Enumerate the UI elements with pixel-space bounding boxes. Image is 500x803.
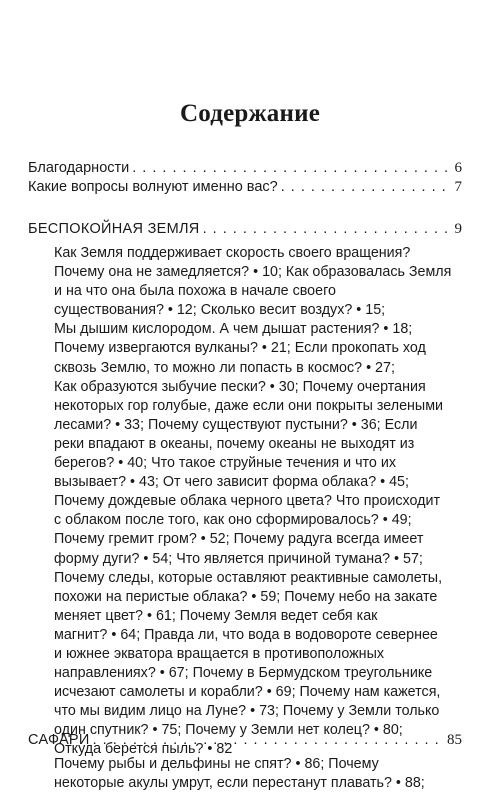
toc-leader-dots: [132, 159, 451, 177]
toc-question-line: Почему она не замедляется? • 10; Как образовалась Земля: [54, 264, 452, 281]
toc-question-line: Как образуются зыбучие пески? • 30; Почему очертания: [54, 378, 426, 395]
toc-question-line: исчезают самолеты и корабли? • 69; Почему нам кажется,: [54, 684, 441, 701]
toc-section-label: САФАРИ: [28, 732, 90, 748]
toc-entry-label: Какие вопросы волнуют именно вас?: [28, 179, 278, 195]
toc-leader-dots: [93, 731, 444, 749]
toc-question-line: направлениях? • 67; Почему в Бермудском треугольнике: [54, 665, 433, 682]
toc-section-safari[interactable]: [28, 731, 462, 749]
toc-question-line: некоторые акулы умрут, если перестанут плавать? • 88;: [54, 775, 425, 792]
toc-question-line: и на что она была похожа в начале своего: [54, 283, 336, 300]
toc-question-line: что мы видим лицо на Луне? • 73; Почему у Земли только: [54, 703, 440, 720]
toc-question-line: Почему рыбы и дельфины не спят? • 86; Почему: [54, 756, 379, 772]
toc-question-line: Почему дождевые облака черного цвета? Что происходит: [54, 493, 440, 510]
toc-page-number: 85: [447, 732, 462, 748]
toc-page-number: 7: [454, 179, 462, 195]
page-title: Содержание: [179, 100, 320, 127]
toc-question-line: меняет цвет? • 61; Почему Земля ведет себя как: [54, 607, 378, 624]
toc-question-line: вызывает? • 43; От чего зависит форма облака? • 45;: [54, 474, 409, 491]
toc-question-line: с облаком после того, как оно сформировалось? • 49;: [54, 512, 412, 529]
toc-section-label: БЕСПОКОЙНАЯ ЗЕМЛЯ: [28, 221, 200, 237]
toc-question-line: существования? • 12; Сколько весит воздух? • 15;: [54, 302, 386, 319]
toc-question-line: Как Земля поддерживает скорость своего вращения?: [54, 245, 411, 261]
toc-question-line: Мы дышим кислородом. А чем дышат растения? • 18;: [54, 321, 413, 338]
toc-question-line: магнит? • 64; Правда ли, что вода в водовороте севернее: [54, 626, 438, 643]
toc-question-line: Почему следы, которые оставляют реактивные самолеты,: [54, 569, 443, 586]
toc-page-number: 6: [454, 160, 462, 176]
toc-leader-dots: [281, 178, 452, 196]
toc-page-number: 9: [454, 221, 462, 237]
toc-question-line: и южнее экватора вращается в противоположных: [54, 645, 385, 662]
toc-section-questions: [54, 244, 464, 760]
toc-question-line: сквозь Землю, то можно ли попасть в космос? • 27;: [54, 359, 395, 376]
toc-entry-label: Благодарности: [28, 160, 130, 176]
toc-question-line: реки впадают в океаны, почему океаны не выходят из: [54, 435, 415, 452]
toc-question-line: Почему извергаются вулканы? • 21; Если прокопать ход: [54, 340, 426, 357]
toc-entry-acknowledgements[interactable]: [28, 159, 462, 177]
toc-question-line: Откуда берется пыль? • 82: [54, 741, 233, 758]
toc-entry-questions[interactable]: [28, 178, 462, 196]
toc-question-line: один спутник? • 75; Почему у Земли нет колец? • 80;: [54, 722, 403, 739]
toc-question-line: некоторых гор голубые, даже если они покрыты зелеными: [54, 397, 444, 414]
toc-question-line: берегов? • 40; Что такое струйные течения и что их: [54, 455, 396, 472]
toc-question-line: форму дуги? • 54; Что является причиной тумана? • 57;: [54, 550, 423, 567]
toc-section-restless-earth[interactable]: [28, 220, 462, 238]
toc-question-line: Почему гремит гром? • 52; Почему радуга всегда имеет: [54, 531, 424, 548]
toc-leader-dots: [203, 220, 452, 238]
toc-section-questions: [54, 755, 464, 793]
toc-question-line: похожи на перистые облака? • 59; Почему небо на закате: [54, 588, 438, 605]
toc-question-line: лесами? • 33; Почему существуют пустыни? • 36; Если: [54, 416, 418, 433]
